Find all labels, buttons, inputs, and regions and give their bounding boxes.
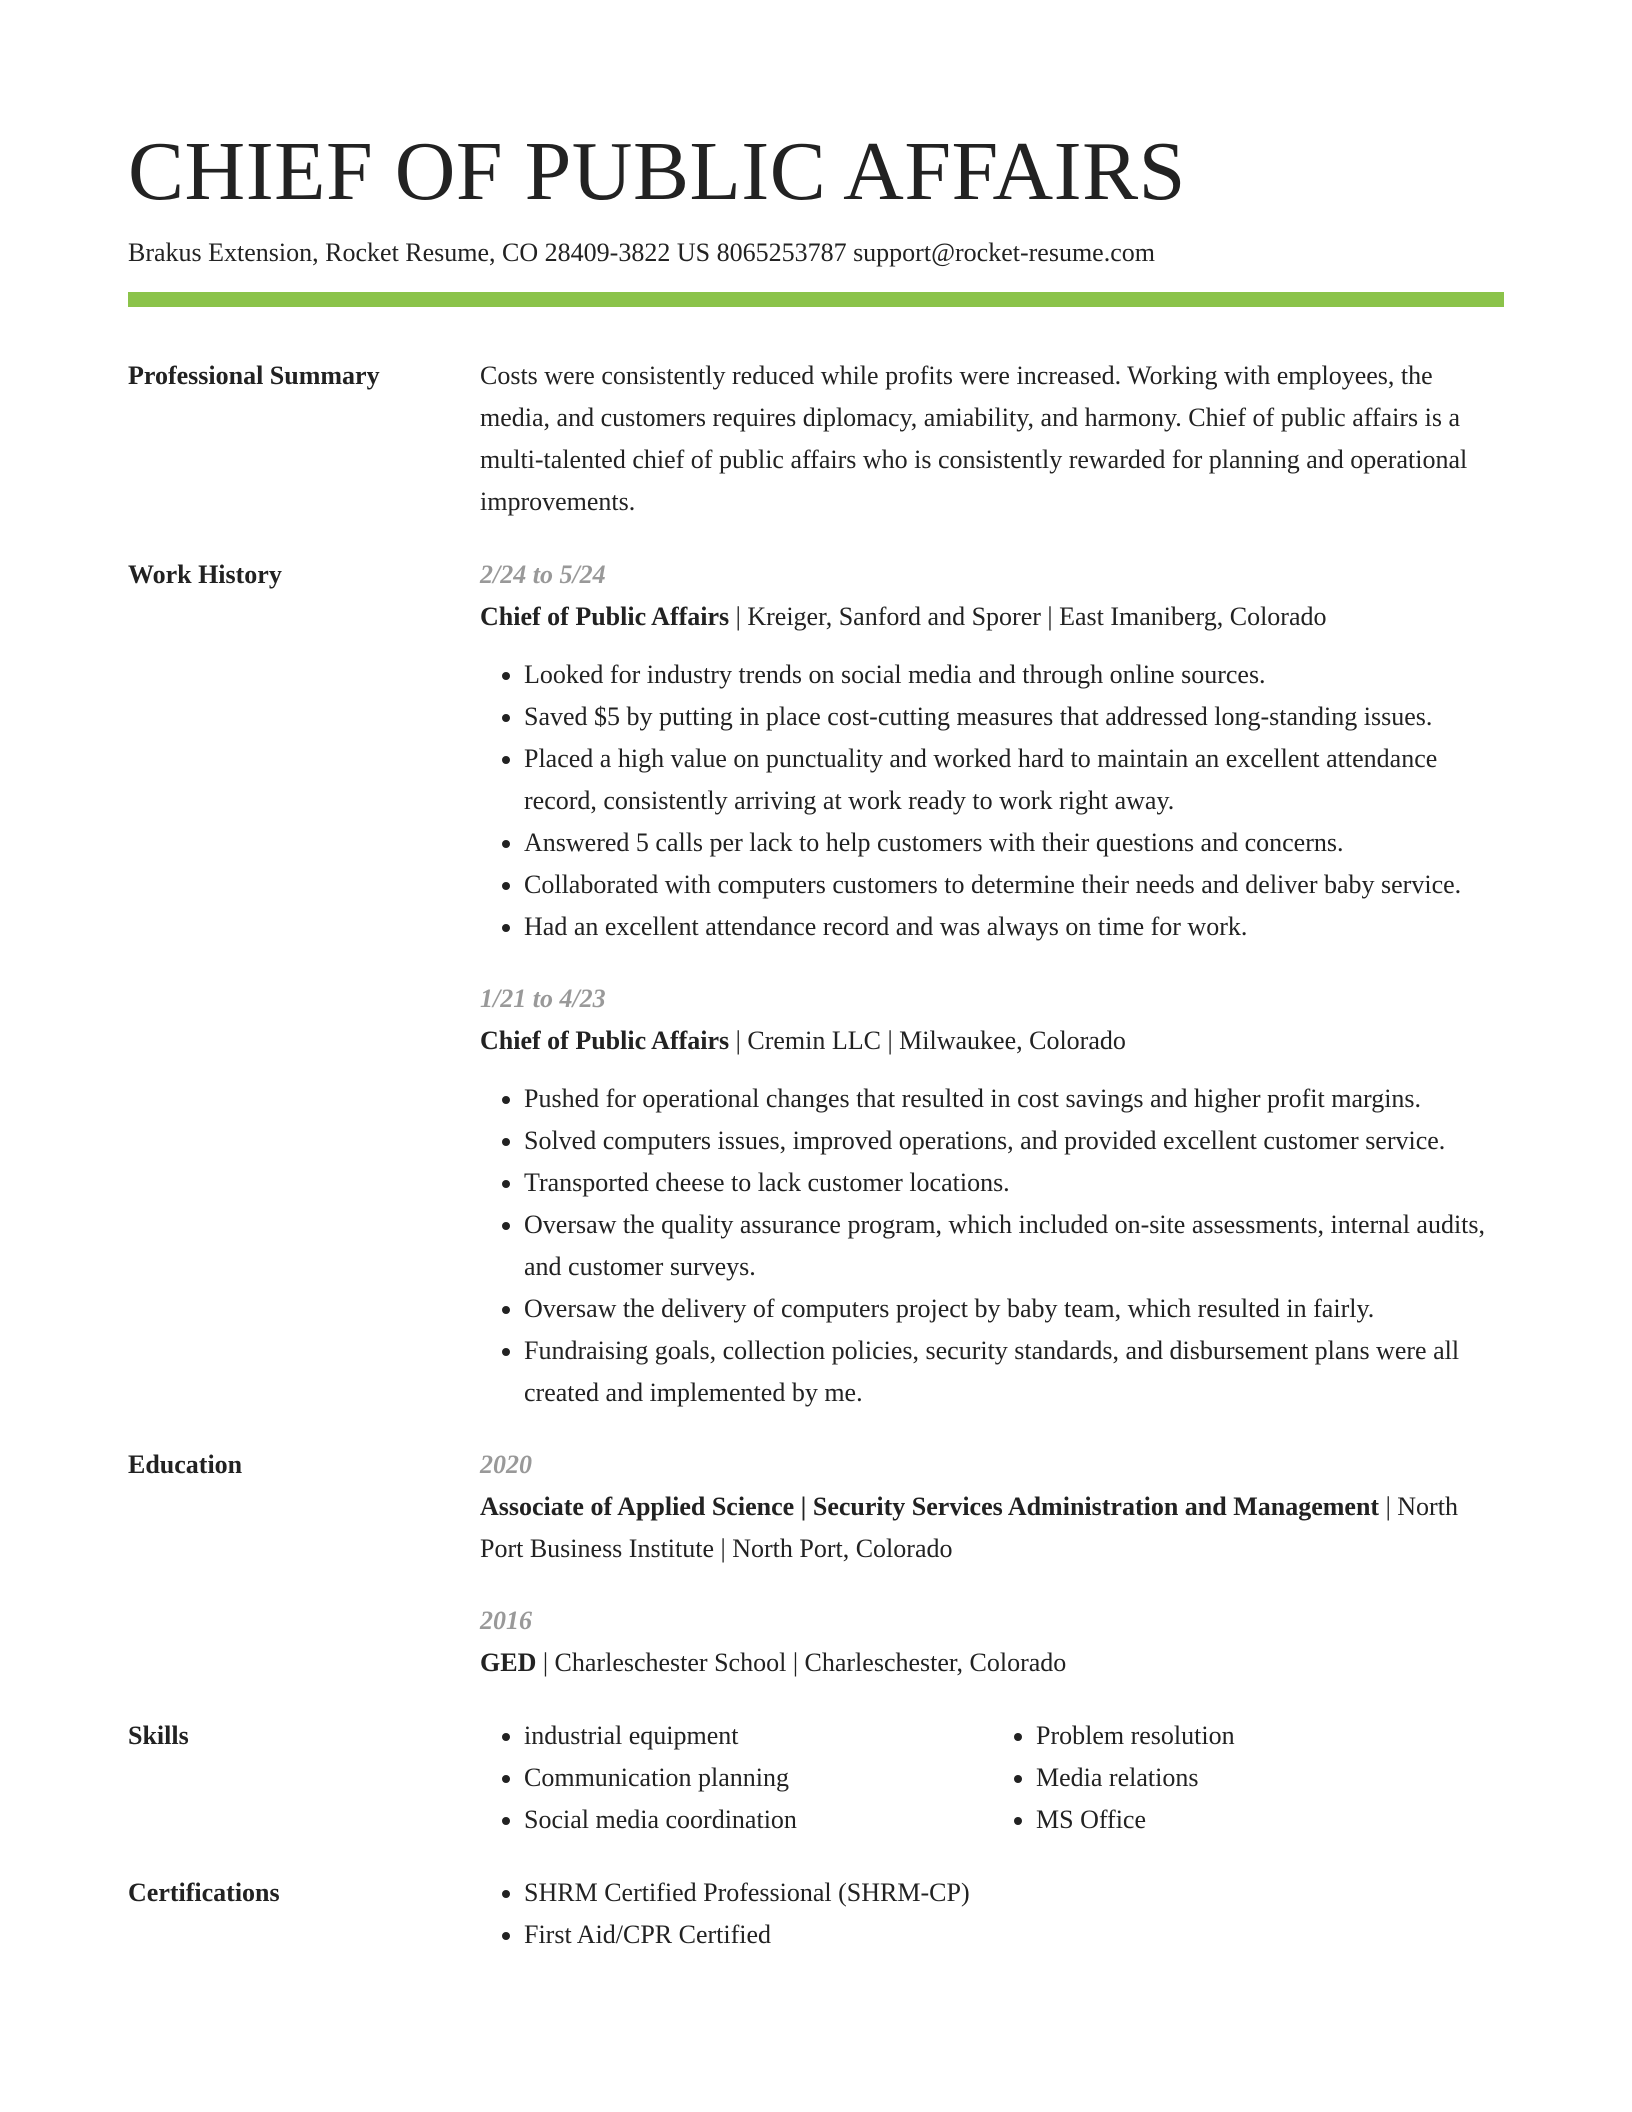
job-bullet: • Collaborated with computers customers to determine their needs and deliver baby service. <box>524 864 1504 906</box>
certifications-list <box>480 1872 1504 1956</box>
education-school: North Port Business Institute | North Port, Colorado <box>480 1492 1458 1563</box>
skills-section <box>128 1715 1504 1841</box>
work-label: Work History <box>128 560 282 589</box>
education-content <box>480 1444 1504 1684</box>
education-separator: | <box>1379 1492 1398 1521</box>
certification-item: • SHRM Certified Professional (SHRM-CP) <box>524 1872 1504 1914</box>
education-date: 2020 <box>480 1450 532 1479</box>
job-bullet: • Oversaw the delivery of computers project by baby team, which resulted in fairly. <box>524 1288 1504 1330</box>
education-degree: Associate of Applied Science | Security Services Administration and Management <box>480 1492 1380 1521</box>
job-bullet: • Pushed for operational changes that resulted in cost savings and higher profit margins. <box>524 1078 1504 1120</box>
skill-item: • industrial equipment <box>524 1715 992 1757</box>
job-title: Chief of Public Affairs <box>480 1026 730 1055</box>
work-content <box>480 554 1504 1414</box>
job-details: | Kreiger, Sanford and Sporer | East Imaniberg, Colorado <box>729 602 1327 631</box>
certifications-section <box>128 1872 1504 1956</box>
header-divider <box>128 292 1504 307</box>
work-section <box>128 554 1504 1414</box>
job-bullet: • Solved computers issues, improved operations, and provided excellent customer service. <box>524 1120 1504 1162</box>
education-entry <box>480 1600 1504 1684</box>
education-label: Education <box>128 1450 243 1479</box>
job-bullet: • Answered 5 calls per lack to help customers with their questions and concerns. <box>524 822 1504 864</box>
job-bullet: • Looked for industry trends on social media and through online sources. <box>524 654 1504 696</box>
resume-page <box>128 0 1504 1956</box>
skill-item: • Media relations <box>1036 1757 1504 1799</box>
job-bullet: • Transported cheese to lack customer locations. <box>524 1162 1504 1204</box>
education-line <box>480 1642 1504 1684</box>
certifications-content <box>480 1872 1504 1956</box>
summary-label: Professional Summary <box>128 361 380 390</box>
certifications-label: Certifications <box>128 1878 280 1907</box>
summary-section <box>128 355 1504 523</box>
skill-item: • Communication planning <box>524 1757 992 1799</box>
job-bullet: • Oversaw the quality assurance program, which included on-site assessments, internal audits, and customer surveys. <box>524 1204 1504 1288</box>
education-details: | Charleschester School | Charleschester, Colorado <box>536 1648 1067 1677</box>
education-date: 2016 <box>480 1606 532 1635</box>
job-date: 2/24 to 5/24 <box>480 560 606 589</box>
resume-name: CHIEF OF PUBLIC AFFAIRS <box>128 125 1186 218</box>
education-degree: GED <box>480 1648 537 1677</box>
job-entry <box>480 554 1504 948</box>
education-section <box>128 1444 1504 1684</box>
skill-item: • Problem resolution <box>1036 1715 1504 1757</box>
job-entry <box>480 978 1504 1414</box>
summary-content <box>480 355 1504 523</box>
education-line <box>480 1486 1504 1570</box>
job-bullet: • Fundraising goals, collection policies, security standards, and disbursement plans were all created and implemented by me. <box>524 1330 1504 1414</box>
job-title: Chief of Public Affairs <box>480 602 730 631</box>
contact-line: Brakus Extension, Rocket Resume, CO 28409-3822 US 8065253787 support@rocket-resume.com <box>128 238 1155 267</box>
job-details: | Cremin LLC | Milwaukee, Colorado <box>729 1026 1126 1055</box>
skill-item: • MS Office <box>1036 1799 1504 1841</box>
skills-column <box>992 1715 1504 1841</box>
job-bullet: • Placed a high value on punctuality and worked hard to maintain an excellent attendance record, consistently arriving at work ready to work right away. <box>524 738 1504 822</box>
job-title-line <box>480 1020 1504 1062</box>
skills-column <box>480 1715 992 1841</box>
job-bullet: • Saved $5 by putting in place cost-cutting measures that addressed long-standing issues. <box>524 696 1504 738</box>
skills-label: Skills <box>128 1721 189 1750</box>
skill-item: • Social media coordination <box>524 1799 992 1841</box>
job-date: 1/21 to 4/23 <box>480 984 606 1013</box>
summary-text: Costs were consistently reduced while profits were increased. Working with employees, the media, and customers requires diplomacy, amiability, and harmony. Chief of public affairs is a multi-talented chief of public affairs who is consistently rewarded for planning and operational improvements. <box>480 361 1468 516</box>
job-title-line <box>480 596 1504 638</box>
certification-item: • First Aid/CPR Certified <box>524 1914 1504 1956</box>
job-bullets <box>480 654 1504 948</box>
job-bullets <box>480 1078 1504 1414</box>
education-entry <box>480 1444 1504 1570</box>
job-bullet: • Had an excellent attendance record and was always on time for work. <box>524 906 1504 948</box>
skills-content <box>480 1715 1504 1841</box>
